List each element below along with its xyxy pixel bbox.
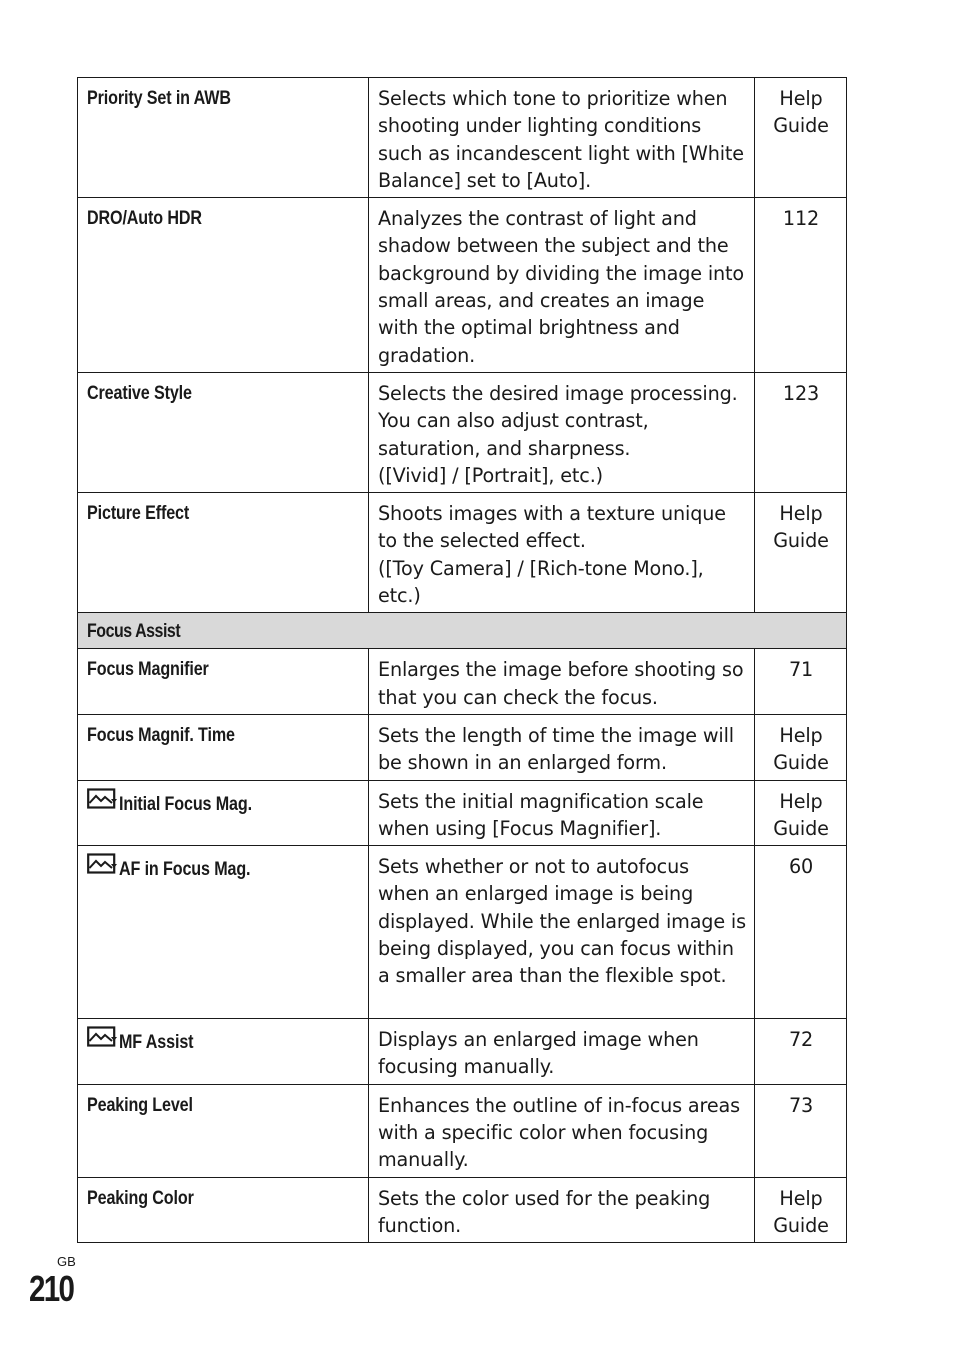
table-row — [78, 372, 847, 492]
section-title: Focus Assist — [87, 621, 181, 643]
region-code: GB — [57, 1254, 76, 1269]
item-name-cell — [78, 1084, 369, 1177]
table-row — [78, 649, 847, 715]
item-description: Enhances the outline of in-focus areas with a specific color when focusing manually. — [369, 1084, 755, 1177]
section-header — [78, 613, 847, 649]
page-ref-line: 71 — [788, 658, 814, 682]
item-name-cell — [78, 1019, 369, 1085]
item-name-cell — [78, 714, 369, 780]
item-name-cell — [78, 493, 369, 613]
page-ref-line: 72 — [788, 1028, 814, 1052]
page-ref-line: 60 — [788, 855, 814, 879]
page-ref-line: Help — [779, 87, 823, 110]
item-page-ref — [755, 649, 847, 715]
item-page-ref — [755, 198, 847, 373]
item-description: Sets the color used for the peaking function. — [369, 1177, 755, 1243]
page-ref-line: Help — [779, 502, 823, 526]
menu-table — [77, 77, 847, 1243]
item-name-cell — [78, 372, 369, 492]
table-row — [78, 493, 847, 613]
item-page-ref — [755, 780, 847, 846]
still-image-icon — [87, 853, 117, 883]
item-description: Displays an enlarged image when focusing manually. — [369, 1019, 755, 1085]
item-name: Peaking Level — [87, 1094, 193, 1116]
item-page-ref — [755, 372, 847, 492]
page-ref-line: Guide — [773, 1213, 829, 1237]
page-ref-line: Help — [779, 1186, 823, 1210]
page-ref-line: Guide — [773, 816, 829, 840]
description-line: ([Vivid] / [Portrait], etc.) — [378, 463, 603, 487]
item-description — [369, 372, 755, 492]
item-name-cell — [78, 1177, 369, 1243]
page-ref-line: Guide — [773, 114, 829, 138]
description-line: Selects the desired image processing. You can also adjust contrast, saturation, and sharpness. — [378, 381, 738, 460]
table-row — [78, 714, 847, 780]
page-ref-line: 123 — [782, 381, 820, 405]
page-ref-line: 112 — [782, 207, 820, 231]
item-name-cell — [78, 78, 369, 198]
item-name-cell — [78, 846, 369, 1019]
item-name: Priority Set in AWB — [87, 88, 231, 109]
table-row — [78, 780, 847, 846]
section-header-row — [78, 613, 847, 649]
item-name: Peaking Color — [87, 1187, 194, 1209]
item-description: Enlarges the image before shooting so that you can check the focus. — [369, 649, 755, 715]
item-description: Analyzes the contrast of light and shadow between the subject and the background by dividing the image into small areas, and creates an image with the optimal brightness and gradation. — [369, 198, 755, 373]
table-row — [78, 198, 847, 373]
table-row — [78, 1177, 847, 1243]
item-name-cell — [78, 780, 369, 846]
item-name: MF Assist — [119, 1032, 194, 1054]
page-ref-line: 73 — [788, 1093, 814, 1117]
item-name: Creative Style — [87, 382, 192, 404]
item-page-ref — [755, 1177, 847, 1243]
item-name: Focus Magnifier — [87, 659, 209, 681]
item-name: DRO/Auto HDR — [87, 208, 202, 230]
item-description — [369, 493, 755, 613]
item-name-cell — [78, 649, 369, 715]
item-description: Sets the initial magnification scale when using [Focus Magnifier]. — [369, 780, 755, 846]
table-row — [78, 1084, 847, 1177]
table-row — [78, 1019, 847, 1085]
item-page-ref — [755, 1084, 847, 1177]
table-row — [78, 78, 847, 198]
item-page-ref — [755, 714, 847, 780]
item-name: Focus Magnif. Time — [87, 724, 235, 746]
item-page-ref — [755, 493, 847, 613]
table-row — [78, 846, 847, 1019]
page-ref-line: Help — [779, 723, 823, 747]
item-page-ref — [755, 1019, 847, 1085]
page-ref-line: Guide — [773, 529, 829, 553]
item-description: Selects which tone to prioritize when shooting under lighting conditions such as incandescent light with [White Balance] set to [Auto]. — [369, 78, 755, 198]
description-line: ([Toy Camera] / [Rich-tone Mono.], etc.) — [378, 556, 704, 608]
item-name: Picture Effect — [87, 503, 190, 525]
menu-table-body — [78, 78, 847, 1243]
description-line: Shoots images with a texture unique to the selected effect. — [378, 502, 726, 553]
item-description: Sets the length of time the image will be shown in an enlarged form. — [369, 714, 755, 780]
still-image-icon — [87, 1026, 117, 1056]
page-ref-line: Help — [779, 789, 823, 813]
item-name: Initial Focus Mag. — [119, 793, 252, 815]
page-number: 210 — [29, 1268, 74, 1309]
item-description: Sets whether or not to autofocus when an enlarged image is being displayed. While the enlarged image is being displayed, you can focus within a smaller area than the flexible spot. — [369, 846, 755, 1019]
item-name-cell — [78, 198, 369, 373]
item-page-ref — [755, 846, 847, 1019]
still-image-icon — [87, 788, 117, 818]
item-name: AF in Focus Mag. — [119, 859, 251, 881]
item-page-ref — [755, 78, 847, 198]
page-ref-line: Guide — [773, 751, 829, 775]
